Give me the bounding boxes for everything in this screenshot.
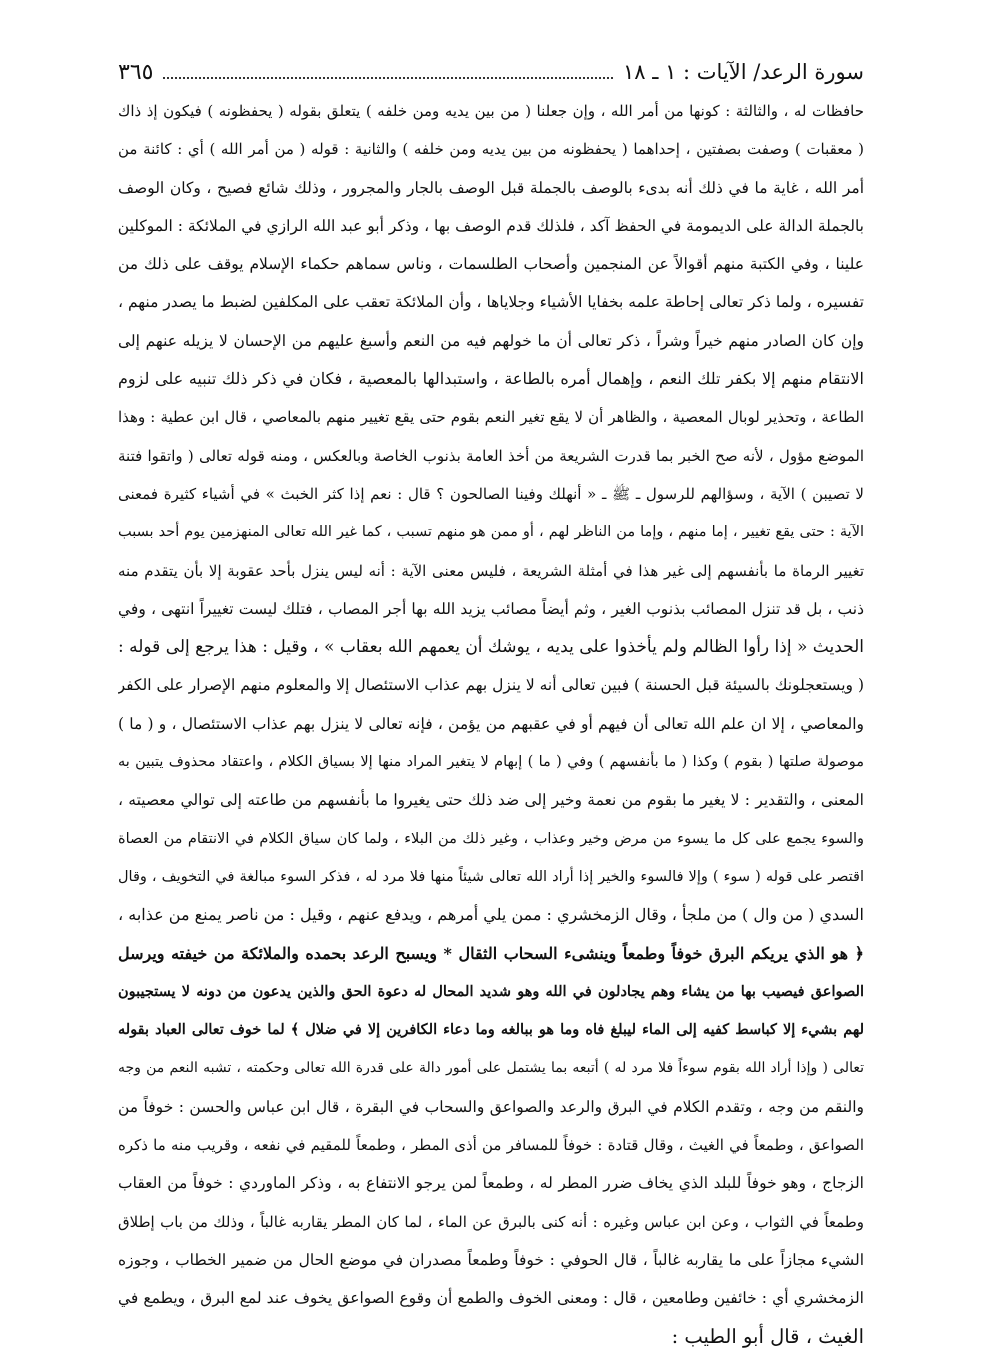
text-line: والسوء يجمع على كل ما يسوء من مرض وخير وعذاب ، وغير ذلك من البلاء ، ولما كان سياق الكلام في الانتقام من العصاة	[118, 830, 864, 847]
text-line: ( معقبات ) وصفت بصفتين ، إحداهما ( يحفظونه من بين يديه ومن خلفه ) والثانية : قوله ( من أمر الله ) أي : كائنة من	[118, 140, 864, 159]
text-line: والمعاصي ، إلا ان علم الله تعالى أن فيهم أو في عقبهم من يؤمن ، فإنه تعالى لا ينزل بهم عذاب الاستئصال ، و ( ما )	[118, 714, 864, 733]
text-line: أمر الله ، غاية ما في ذلك أنه بدىء بالوصف بالجملة قبل الوصف بالجار والمجرور ، وذلك شائع فصيح ، وكان الوصف	[118, 178, 864, 197]
text-line: بالجملة الدالة على الديمومة في الحفظ آكد ، فلذلك قدم الوصف بها ، وذكر أبو عبد الله الرازي في الملائكة : الموكلين	[118, 216, 864, 235]
text-line: الصواعق ، وطمعاً في الغيث ، وقال قتادة : خوفاً للمسافر من أذى المطر ، وطمعاً للمقيم في نفعه ، وقريب منه ما ذكره	[118, 1136, 864, 1155]
text-line: الزمخشري أي : خائفين وطامعين ، قال : ومعنى الخوف والطمع أن وقوع الصواعق يخوف عند لمع البرق ، ويطمع في	[118, 1289, 864, 1308]
text-line: تعالى ( وإذا أراد الله بقوم سوءاً فلا مرد له ) أتبعه بما يشتمل على أمور دالة على قدرة الله تعالى وحكمته ، تشبه النعم من وجه	[118, 1060, 864, 1077]
text-line: الانتقام منهم إلا بكفر تلك النعم ، وإهمال أمره بالطاعة ، واستبدالها بالمعصية ، فكان في ذكر ذلك تنبيه على لزوم	[118, 369, 864, 389]
running-title: سورة الرعد/ الآيات : ١ ـ ١٨	[623, 60, 864, 84]
verse-line: الصواعق فيصيب بها من يشاء وهم يجادلون في الله وهو شديد المحال له دعوة الحق والذين يدعون من دونه لا يستجيبون	[118, 982, 864, 1000]
text-line: تغيير الرماة ما بأنفسهم إلى غير هذا في أمثلة الشريعة ، فليس معنى الآية : أنه ليس ينزل بأحد عقوبة إلا بأن يتقدم منه	[118, 561, 864, 580]
text-line: والنقم من وجه ، وتقدم الكلام في البرق والرعد والصواعق والسحاب في البقرة ، قال ابن عباس والحسن : خوفاً من	[118, 1097, 864, 1116]
page-header	[118, 52, 864, 92]
text-line: لا تصيبن ) الآية ، وسؤالهم للرسول ـ ﷺ ـ « أنهلك وفينا الصالحون ؟ قال : نعم إذا كثر الخبث » في أشياء كثيرة فمعنى	[118, 484, 864, 503]
verse-line: ﴿ هو الذي يريكم البرق خوفاً وطمعاً وينشىء السحاب الثقال * ويسبح الرعد بحمده والملائكة من خيفته ويرسل	[118, 943, 864, 963]
text-line: اقتصر على قوله ( سوء ) وإلا فالسوء والخير إذا أراد الله تعالى شيئاً منها فلا مرد له ، فذكر السوء مبالغة في التخويف ، وقال	[118, 868, 864, 885]
text-line: وإن كان الصادر منهم خيراً وشراً ، ذكر تعالى أن ما خولهم فيه من النعم وأسبغ عليهم من الإحسان لا يزيله عنهم إلى	[118, 331, 864, 350]
text-line: ذنب ، بل قد تنزل المصائب بذنوب الغير ، وثم أيضاً مصائب يزيد الله بها أجر المصاب ، فتلك ليست تغييراً انتهى ، وفي	[118, 599, 864, 618]
text-line: تفسيره ، ولما ذكر تعالى إحاطة علمه بخفايا الأشياء وجلاياها ، وأن الملائكة تعقب على المكلفين لضبط ما يصدر منهم ،	[118, 293, 864, 312]
text-line: حافظات له ، والثالثة : كونها من أمر الله ، وإن جعلنا ( من بين يديه ومن خلفه ) يتعلق بقوله ( يحفظونه ) فيكون إذ ذاك	[118, 102, 864, 120]
text-line: موصولة صلتها ( بقوم ) وكذا ( ما بأنفسهم ) وفي ( ما ) إبهام لا يتغير المراد منها إلا بسياق الكلام ، واعتقاد محذوف يتبين به	[118, 754, 864, 771]
text-line: السدي ( من وال ) من ملجأ ، وقال الزمخشري : ممن يلي أمرهم ، ويدفع عنهم ، وقيل : من ناصر يمنع من عذابه ،	[118, 905, 864, 925]
text-line: الموضع مؤول ، لأنه صح الخبر بما قدرت الشريعة من أخذ العامة بذنوب الخاصة وبالعكس ، ومنه قوله تعالى ( واتقوا فتنة	[118, 446, 864, 465]
text-line: وطمعاً في الثواب ، وعن ابن عباس وغيره : أنه كنى بالبرق عن الماء ، لما كان المطر يقاربه غالباً ، وذلك من باب إطلاق	[118, 1212, 864, 1231]
text-line: الطاعة ، وتحذير لوبال المعصية ، والظاهر أن لا يقع تغير النعم بقوم حتى يقع تغيير منهم بالمعاصي ، قال ابن عطية : وهذا	[118, 408, 864, 427]
text-line: الآية : حتى يقع تغيير ، إما منهم ، وإما من الناظر لهم ، أو ممن هو منهم تسبب ، كما غير الله تعالى المنهزمين يوم أحد بسبب	[118, 524, 864, 541]
text-line: الحديث « إذا رأوا الظالم ولم يأخذوا على يديه ، يوشك أن يعمهم الله بعقاب » ، وقيل : هذا يرجع إلى قوله :	[118, 637, 864, 658]
dotted-leader	[163, 77, 613, 79]
page-number: ٣٦٥	[118, 59, 154, 85]
text-line: الزجاج ، وهو خوفاً للبلد الذي يخاف ضرر المطر له ، وطمعاً لمن يرجو الانتفاع به ، وذكر الماوردي : خوفاً من العقاب	[118, 1174, 864, 1193]
text-line: الشيء مجازاً على ما يقاربه غالباً ، قال الحوفي : خوفاً وطمعاً مصدران في موضع الحال من ضمير الخطاب ، وجوزه	[118, 1250, 864, 1269]
text-line: ( ويستعجلونك بالسيئة قبل الحسنة ) فبين تعالى أنه لا ينزل بهم عذاب الاستئصال إلا والمعلوم منهم الإصرار على الكفر	[118, 676, 864, 695]
verse-line: لهم بشيء إلا كباسط كفيه إلى الماء ليبلغ فاه وما هو ببالغه وما دعاء الكافرين إلا في ضلال ﴾ لما خوف تعالى العباد بقوله	[118, 1021, 864, 1039]
page-body	[118, 92, 864, 1356]
text-line-last: الغيث ، قال أبو الطيب :	[671, 1324, 864, 1348]
text-line: المعنى ، والتقدير : لا يغير ما بقوم من نعمة وخير إلى ضد ذلك حتى يغيروا ما بأنفسهم من طاعته إلى توالي معصيته ،	[118, 791, 864, 810]
text-line: علينا ، وفي الكتبة منهم أقوالاً عن المنجمين وأصحاب الطلسمات ، وناس سماهم حكماء الإسلام يوقف على ذلك من	[118, 255, 864, 274]
